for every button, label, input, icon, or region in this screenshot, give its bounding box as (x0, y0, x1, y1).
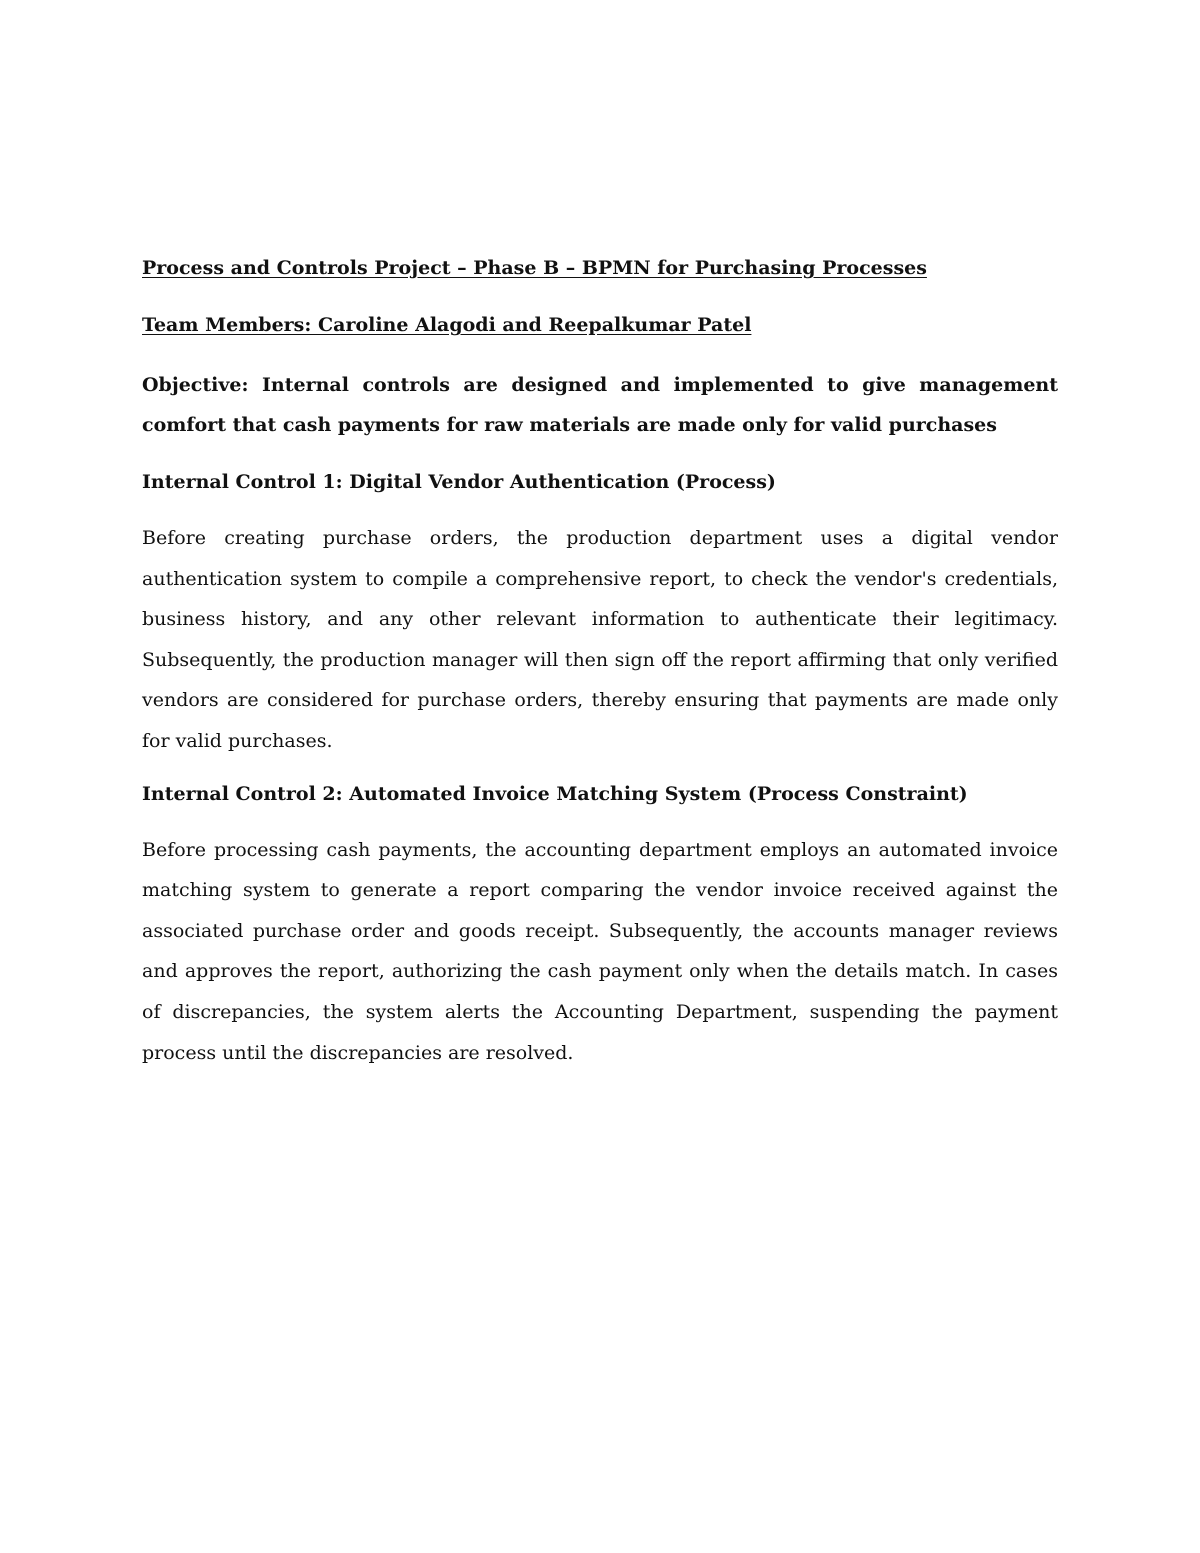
section-body-control-1: Before creating purchase orders, the production department uses a digital vendor authentication system to compile a comprehensive report, to check the vendor's credentials, business history, and any other relevant information to authenticate their legitimacy. Subsequently, the production manager will then sign off the report affirming that only verified vendors are considered for purchase orders, thereby ensuring that payments are made only for valid purchases. (142, 527, 1058, 752)
document-content (142, 252, 1058, 1085)
objective-statement: Objective: Internal controls are designed and implemented to give management comfort that cash payments for raw materials are made only for valid purchases (142, 374, 1058, 436)
section-heading-control-2: Internal Control 2: Automated Invoice Matching System (Process Constraint) (142, 782, 968, 805)
section-body-control-2: Before processing cash payments, the accounting department employs an automated invoice matching system to generate a report comparing the vendor invoice received against the associated purchase order and goods receipt. Subsequently, the accounts manager reviews and approves the report, authorizing the cash payment only when the details match. In cases of discrepancies, the system alerts the Accounting Department, suspending the payment process until the discrepancies are resolved. (142, 838, 1058, 1064)
team-members: Team Members: Caroline Alagodi and Reepalkumar Patel (142, 314, 752, 336)
document-title: Process and Controls Project – Phase B – BPMN for Purchasing Processes (142, 257, 927, 279)
section-heading-control-1: Internal Control 1: Digital Vendor Authentication (Process) (142, 471, 776, 493)
